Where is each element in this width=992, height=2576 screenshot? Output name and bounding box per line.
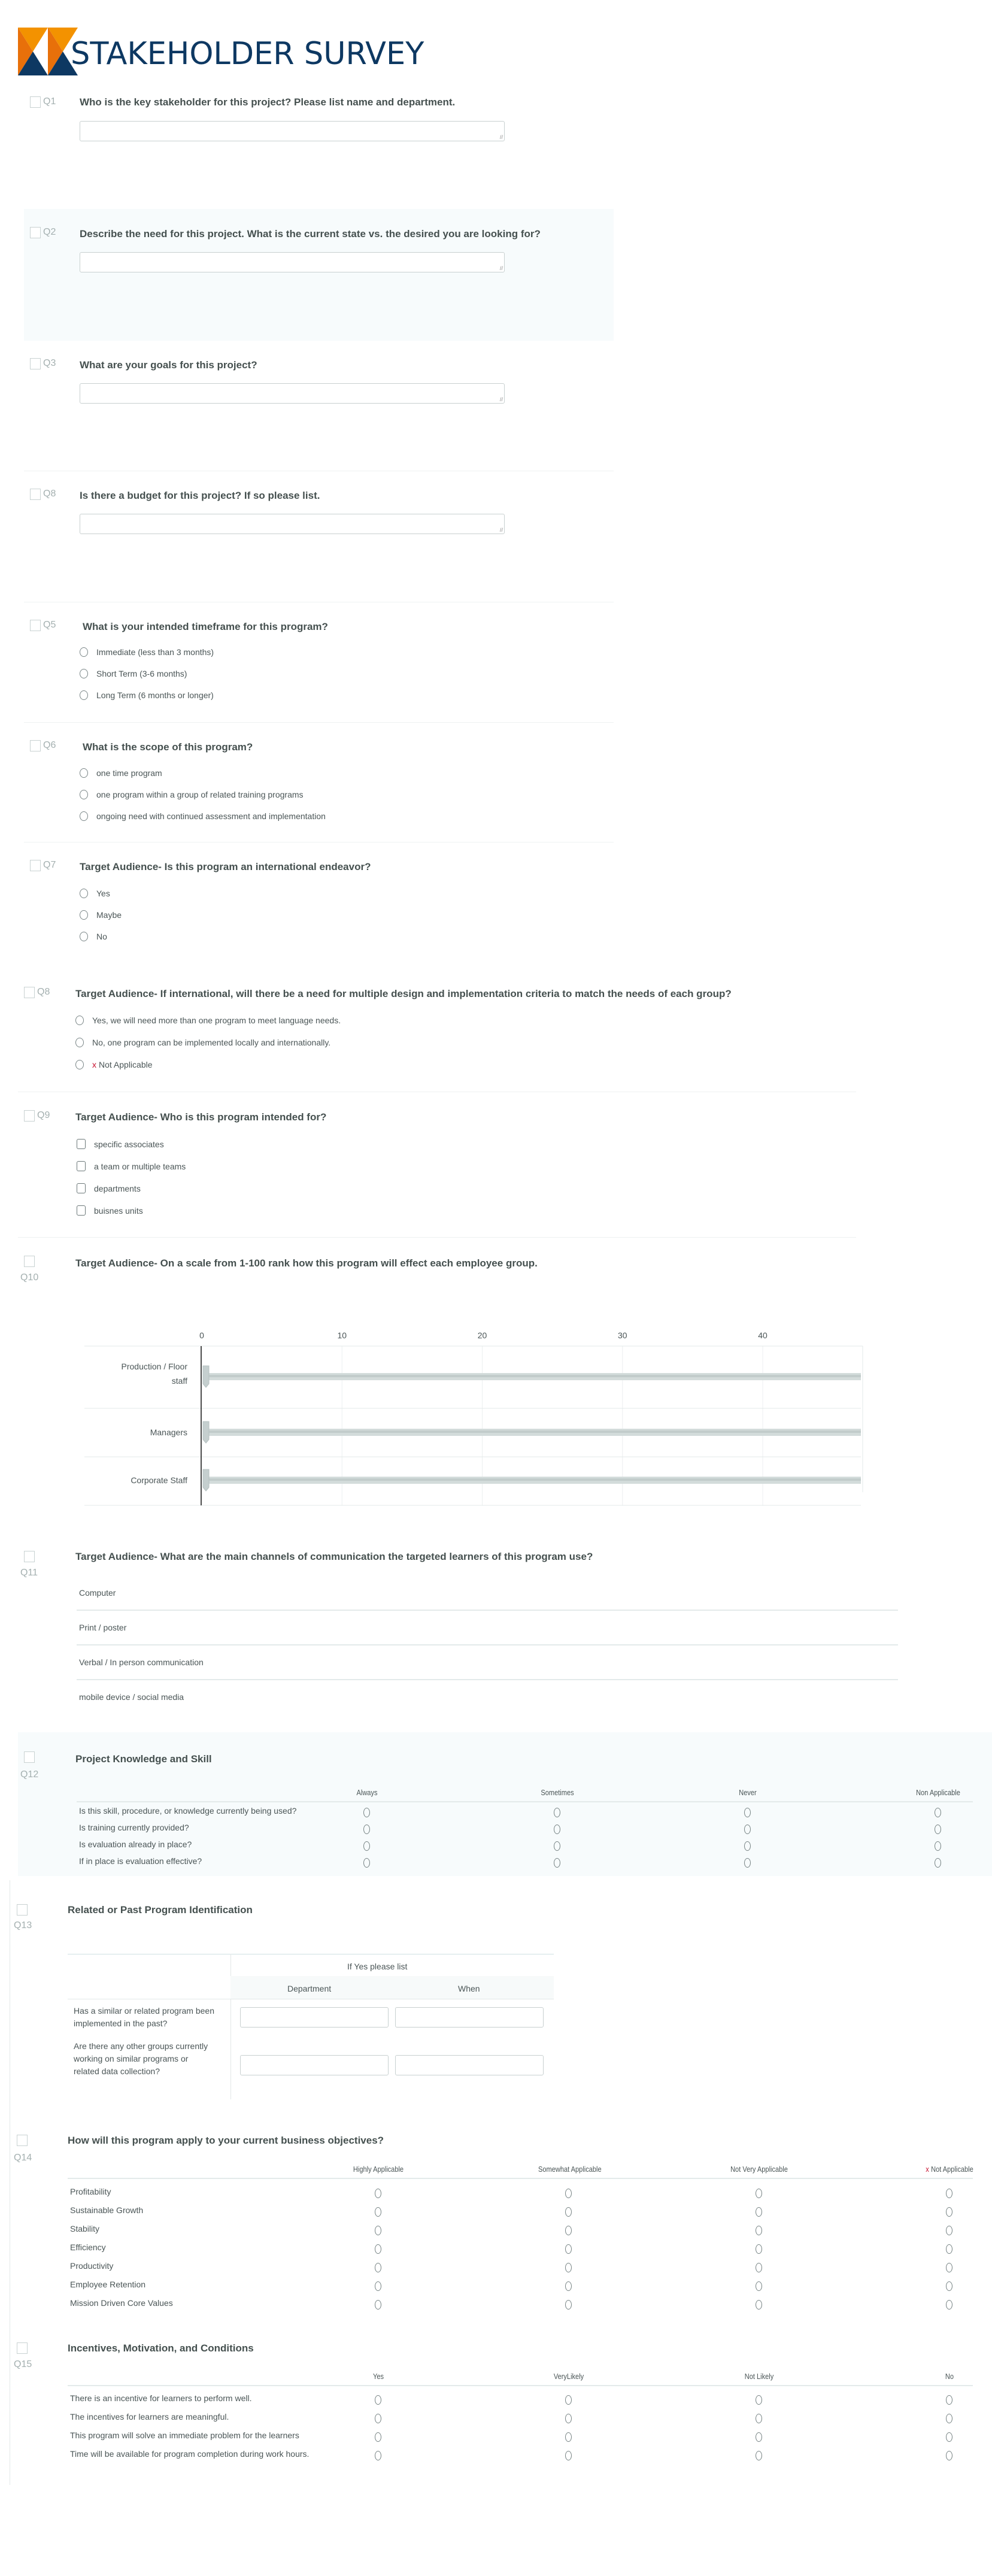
budget-answer-textarea[interactable] [80, 514, 505, 534]
matrix-radio-button[interactable] [946, 2451, 952, 2460]
radio-button[interactable] [80, 647, 88, 657]
exclusive-answer-icon: x [926, 2165, 929, 2174]
matrix-radio-button[interactable] [946, 2244, 952, 2254]
x-tick-label: 10 [337, 1331, 347, 1340]
column-header: x Not Applicable [926, 2165, 973, 2174]
q8-option[interactable]: Yes, we will need more than one program to meet language needs. [75, 1016, 341, 1025]
question-select-checkbox[interactable] [17, 2135, 28, 2146]
question-text: Related or Past Program Identification [68, 1904, 253, 1916]
matrix-radio-button[interactable] [565, 2189, 572, 2198]
x-tick-label: 40 [758, 1331, 767, 1340]
q5-option[interactable]: Immediate (less than 3 months) [80, 647, 214, 657]
x-tick-label: 30 [617, 1331, 627, 1340]
matrix-row-label: Employee Retention [70, 2280, 146, 2289]
column-header: Yes [372, 2372, 384, 2381]
x-tick-label: 20 [477, 1331, 487, 1340]
q7-option[interactable]: Yes [80, 889, 110, 898]
q5-option[interactable]: Short Term (3-6 months) [80, 669, 187, 678]
matrix-radio-button[interactable] [935, 1841, 941, 1851]
matrix-header-border [68, 2178, 973, 2179]
question-number: Q5 [43, 620, 56, 630]
matrix-radio-button[interactable] [756, 2207, 762, 2217]
question-number: Q7 [43, 860, 56, 870]
matrix-radio-button[interactable] [565, 2432, 572, 2442]
matrix-radio-button[interactable] [946, 2395, 952, 2405]
question-text: What is the scope of this program? [83, 741, 253, 753]
resize-grip-icon[interactable]: // [499, 527, 503, 533]
q2-answer-textarea[interactable] [80, 252, 505, 272]
matrix-radio-button[interactable] [375, 2263, 381, 2272]
when-input[interactable] [395, 2007, 544, 2028]
question-text: How will this program apply to your current business objectives? [68, 2135, 384, 2146]
department-input[interactable] [240, 2007, 389, 2028]
checkbox[interactable] [77, 1161, 86, 1171]
radio-button[interactable] [80, 790, 88, 799]
department-input[interactable] [240, 2055, 389, 2075]
column-header: When [458, 1984, 480, 1993]
matrix-radio-button[interactable] [935, 1825, 941, 1834]
matrix-radio-button[interactable] [756, 2414, 762, 2423]
question-text: Describe the need for this project. What is the current state vs. the desired you are looking for? [80, 228, 541, 240]
question-text: Target Audience- If international, will there be a need for multiple design and implementation criteria to match the needs of each group? [75, 988, 732, 999]
question-number: Q11 [20, 1568, 38, 1578]
matrix-radio-button[interactable] [565, 2414, 572, 2423]
matrix-radio-button[interactable] [554, 1825, 560, 1834]
radio-button[interactable] [80, 811, 88, 821]
question-select-checkbox[interactable] [30, 96, 41, 108]
matrix-radio-button[interactable] [363, 1858, 370, 1868]
q6-option[interactable]: ongoing need with continued assessment and implementation [80, 811, 326, 821]
column-header: Sometimes [541, 1788, 574, 1797]
question-number: Q10 [20, 1272, 39, 1283]
question-text: Project Knowledge and Skill [75, 1753, 212, 1765]
question-select-checkbox[interactable] [24, 987, 35, 998]
matrix-radio-button[interactable] [946, 2432, 952, 2442]
matrix-radio-button[interactable] [756, 2189, 762, 2198]
q3-answer-textarea[interactable] [80, 383, 505, 404]
radio-button[interactable] [75, 1016, 84, 1025]
rank-item[interactable]: Verbal / In person communication [77, 1645, 898, 1680]
question-number: Q3 [43, 358, 56, 368]
checkbox[interactable] [77, 1139, 86, 1149]
resize-grip-icon[interactable]: // [499, 134, 503, 140]
rank-item[interactable]: Print / poster [77, 1611, 898, 1645]
slider-handle[interactable] [203, 1469, 209, 1491]
q8-option[interactable]: x Not Applicable [75, 1060, 153, 1069]
radio-button[interactable] [80, 910, 88, 920]
category-label: Corporate Staff [131, 1475, 187, 1485]
matrix-row-label: Mission Driven Core Values [70, 2298, 173, 2308]
question-select-checkbox[interactable] [17, 2342, 28, 2354]
radio-button[interactable] [80, 889, 88, 898]
resize-grip-icon[interactable]: // [499, 396, 503, 402]
slider-handle[interactable] [203, 1366, 209, 1387]
row-label: Are there any other groups currently working on similar programs or related data collection? [74, 2041, 208, 2076]
matrix-radio-button[interactable] [375, 2281, 381, 2291]
category-label: Managers [150, 1428, 187, 1437]
slider-chart [77, 1305, 915, 1521]
question-number: Q1 [43, 96, 56, 107]
slider-track-highlight [204, 1375, 861, 1377]
survey-logo [18, 28, 78, 75]
checkbox[interactable] [77, 1205, 86, 1216]
question-number: Q2 [43, 227, 56, 237]
matrix-radio-button[interactable] [946, 2281, 952, 2291]
matrix-radio-button[interactable] [554, 1841, 560, 1851]
question-select-checkbox[interactable] [30, 358, 41, 369]
column-header: Never [739, 1788, 757, 1797]
matrix-row-label: Is this skill, procedure, or knowledge currently being used? [79, 1806, 297, 1816]
matrix-row-label: Time will be available for program completion during work hours. [70, 2449, 310, 2459]
column-header: Not Likely [744, 2372, 774, 2381]
matrix-row-label: Sustainable Growth [70, 2205, 144, 2215]
matrix-radio-button[interactable] [363, 1808, 370, 1817]
radio-button[interactable] [80, 690, 88, 700]
matrix-header-border [77, 1801, 973, 1802]
matrix-radio-button[interactable] [756, 2263, 762, 2272]
matrix-radio-button[interactable] [375, 2395, 381, 2405]
matrix-row-label: Efficiency [70, 2242, 106, 2252]
question-select-checkbox[interactable] [30, 620, 41, 631]
question-number: Q13 [14, 1920, 32, 1931]
radio-button[interactable] [80, 669, 88, 678]
question-select-checkbox[interactable] [30, 227, 41, 238]
matrix-row-label: Profitability [70, 2187, 111, 2196]
column-header: Highly Applicable [353, 2165, 404, 2174]
question-select-checkbox[interactable] [17, 1904, 28, 1916]
column-header: No [945, 2372, 954, 2381]
matrix-radio-button[interactable] [565, 2451, 572, 2460]
divider [18, 1237, 856, 1238]
matrix-row-label: Stability [70, 2224, 100, 2233]
matrix-radio-button[interactable] [946, 2207, 952, 2217]
matrix-row-label: Is evaluation already in place? [79, 1839, 192, 1849]
matrix-radio-button[interactable] [565, 2263, 572, 2272]
matrix-radio-button[interactable] [565, 2207, 572, 2217]
matrix-radio-button[interactable] [744, 1858, 751, 1868]
question-number: Q12 [20, 1769, 39, 1780]
matrix-radio-button[interactable] [554, 1858, 560, 1868]
matrix-row-label: If in place is evaluation effective? [79, 1856, 202, 1866]
matrix-radio-button[interactable] [756, 2226, 762, 2235]
slider-track-highlight [204, 1478, 861, 1481]
question-number: Q14 [14, 2153, 32, 2163]
page-title: STAKEHOLDER SURVEY [71, 36, 424, 72]
question-text: Who is the key stakeholder for this project? Please list name and department. [80, 96, 456, 108]
question-select-checkbox[interactable] [24, 1110, 35, 1122]
matrix-radio-button[interactable] [565, 2226, 572, 2235]
matrix-radio-button[interactable] [363, 1825, 370, 1834]
column-header: VeryLikely [553, 2372, 584, 2381]
matrix-radio-button[interactable] [375, 2244, 381, 2254]
q9-option[interactable]: specific associates [77, 1139, 164, 1149]
matrix-row-label: Is training currently provided? [79, 1823, 189, 1832]
matrix-radio-button[interactable] [946, 2189, 952, 2198]
q6-option[interactable]: one program within a group of related training programs [80, 790, 304, 799]
question-select-checkbox[interactable] [30, 860, 41, 871]
q6-option[interactable]: one time program [80, 768, 162, 778]
q9-option[interactable]: a team or multiple teams [77, 1161, 186, 1171]
question-number: Q6 [43, 740, 56, 750]
matrix-radio-button[interactable] [744, 1825, 751, 1834]
rank-item[interactable]: Computer [77, 1576, 898, 1611]
matrix-radio-button[interactable] [756, 2244, 762, 2254]
when-input[interactable] [395, 2055, 544, 2075]
matrix-row-label: Productivity [70, 2261, 114, 2271]
matrix-radio-button[interactable] [375, 2300, 381, 2310]
slider-track-highlight [204, 1431, 861, 1433]
question-number: Q15 [14, 2359, 32, 2369]
matrix-radio-button[interactable] [756, 2432, 762, 2442]
question-text: Target Audience- On a scale from 1-100 rank how this program will effect each employee group. [75, 1257, 538, 1269]
matrix-radio-button[interactable] [363, 1841, 370, 1851]
q9-option[interactable]: departments [77, 1183, 141, 1193]
matrix-radio-button[interactable] [375, 2189, 381, 2198]
x-tick-label: 0 [199, 1331, 204, 1340]
matrix-radio-button[interactable] [375, 2226, 381, 2235]
matrix-radio-button[interactable] [756, 2451, 762, 2460]
matrix-radio-button[interactable] [946, 2300, 952, 2310]
question-text: Target Audience- Is this program an international endeavor? [80, 861, 371, 872]
matrix-row-label: This program will solve an immediate problem for the learners [70, 2430, 299, 2440]
rank-item[interactable]: mobile device / social media [79, 1692, 184, 1702]
question-select-checkbox[interactable] [24, 1256, 35, 1267]
q7-option[interactable]: No [80, 932, 107, 941]
matrix-radio-button[interactable] [565, 2244, 572, 2254]
question-text: Incentives, Motivation, and Conditions [68, 2342, 254, 2354]
matrix-radio-button[interactable] [935, 1858, 941, 1868]
category-label: Production / Floor [121, 1362, 187, 1371]
matrix-radio-button[interactable] [756, 2300, 762, 2310]
q1-answer-textarea[interactable] [80, 121, 505, 141]
q8-option[interactable]: No, one program can be implemented locally and internationally. [75, 1038, 330, 1047]
matrix-row-label: There is an incentive for learners to perform well. [70, 2393, 252, 2403]
q5-option[interactable]: Long Term (6 months or longer) [80, 690, 214, 700]
radio-button[interactable] [80, 768, 88, 778]
row-label: Has a similar or related program been implemented in the past? [74, 2006, 214, 2028]
slider-chart-svg [77, 1305, 915, 1521]
exclusive-answer-icon: x [92, 1060, 96, 1069]
matrix-radio-button[interactable] [935, 1808, 941, 1817]
matrix-radio-button[interactable] [565, 2300, 572, 2310]
question-text: Target Audience- What are the main channels of communication the targeted learners of this program use? [75, 1551, 593, 1562]
column-header: Department [287, 1984, 332, 1993]
question-number: Q8 [37, 987, 50, 997]
group-header: If Yes please list [347, 1962, 408, 1971]
column-header: Non Applicable [916, 1788, 960, 1797]
question-text: What is your intended timeframe for this program? [83, 621, 328, 632]
checkbox[interactable] [77, 1183, 86, 1193]
question-select-checkbox[interactable] [30, 489, 41, 500]
question-number: Q9 [37, 1110, 50, 1120]
matrix-radio-button[interactable] [946, 2263, 952, 2272]
matrix-radio-button[interactable] [946, 2226, 952, 2235]
matrix-radio-button[interactable] [375, 2451, 381, 2460]
matrix-header-border [68, 2385, 973, 2386]
matrix-radio-button[interactable] [375, 2432, 381, 2442]
question-select-checkbox[interactable] [30, 740, 41, 751]
matrix-radio-button[interactable] [375, 2414, 381, 2423]
column-header: Always [356, 1788, 378, 1797]
question-number: Q8 [43, 489, 56, 499]
question-text: Is there a budget for this project? If so please list. [80, 490, 320, 501]
matrix-radio-button[interactable] [744, 1841, 751, 1851]
matrix-radio-button[interactable] [744, 1808, 751, 1817]
question-text: Target Audience- Who is this program intended for? [75, 1111, 327, 1123]
resize-grip-icon[interactable]: // [499, 265, 503, 271]
matrix-radio-button[interactable] [565, 2395, 572, 2405]
divider [24, 722, 614, 723]
matrix-radio-button[interactable] [756, 2395, 762, 2405]
q7-option[interactable]: Maybe [80, 910, 122, 920]
matrix-row-label: The incentives for learners are meaningful. [70, 2412, 229, 2422]
table-subheader-bg [230, 1976, 554, 1999]
question-text: What are your goals for this project? [80, 359, 257, 371]
radio-button[interactable] [80, 932, 88, 941]
matrix-radio-button[interactable] [565, 2281, 572, 2291]
matrix-radio-button[interactable] [375, 2207, 381, 2217]
matrix-radio-button[interactable] [554, 1808, 560, 1817]
radio-button[interactable] [75, 1038, 84, 1047]
radio-button[interactable] [75, 1060, 84, 1069]
column-header: Somewhat Applicable [538, 2165, 602, 2174]
question-select-checkbox[interactable] [24, 1551, 35, 1562]
slider-handle[interactable] [203, 1422, 209, 1443]
question-select-checkbox[interactable] [24, 1751, 35, 1763]
column-header: Not Very Applicable [730, 2165, 788, 2174]
matrix-radio-button[interactable] [946, 2414, 952, 2423]
q9-option[interactable]: buisnes units [77, 1205, 143, 1216]
category-label: staff [171, 1376, 187, 1386]
matrix-radio-button[interactable] [756, 2281, 762, 2291]
